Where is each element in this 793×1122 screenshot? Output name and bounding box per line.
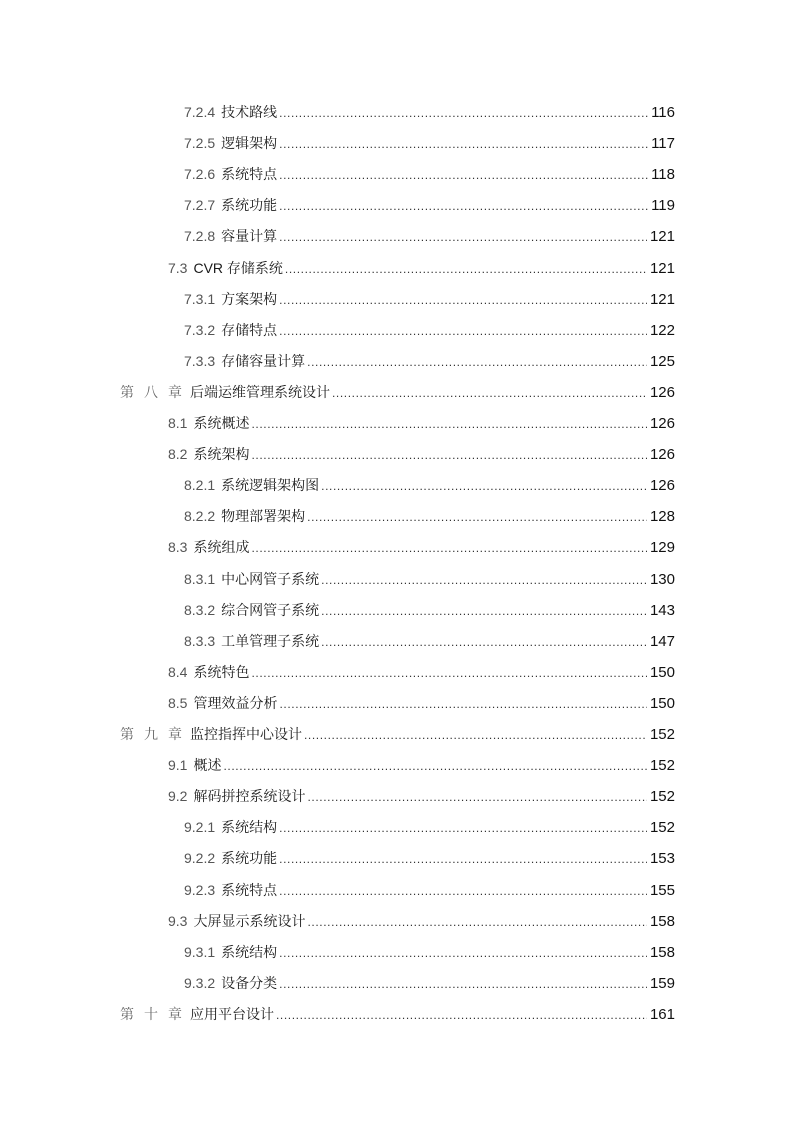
section-number: 9.3.2 <box>184 974 216 991</box>
entry-title: 解码拼控系统设计 <box>193 788 306 805</box>
dot-leader <box>279 321 647 341</box>
dot-leader <box>307 912 647 932</box>
entry-title: 设备分类 <box>221 974 278 991</box>
entry-title: CVR 存储系统 <box>193 259 283 276</box>
entry-title: 系统功能 <box>221 850 278 867</box>
toc-entry[interactable] <box>184 195 675 215</box>
dot-leader <box>321 570 647 590</box>
dot-leader <box>279 165 648 185</box>
toc-entry[interactable] <box>168 258 675 278</box>
entry-title: 系统架构 <box>193 446 250 463</box>
entry-title: 系统特色 <box>193 663 250 680</box>
entry-title: 管理效益分析 <box>193 694 278 711</box>
page-number: 153 <box>649 850 675 868</box>
entry-title: 系统概述 <box>193 415 250 431</box>
entry-title: 后端运维管理系统设计 <box>190 383 330 400</box>
entry-title: 存储特点 <box>221 321 278 338</box>
page-number: 143 <box>649 601 675 619</box>
entry-title: 工单管理子系统 <box>221 632 320 649</box>
section-number: 8.3.2 <box>184 601 216 618</box>
section-number: 9.2.1 <box>184 819 216 836</box>
dot-leader <box>279 818 647 838</box>
dot-leader <box>276 1005 647 1025</box>
entry-title: 系统结构 <box>221 943 278 960</box>
dot-leader <box>307 352 647 372</box>
toc-entry[interactable] <box>184 848 675 868</box>
page-number: 155 <box>649 881 675 899</box>
entry-title: 逻辑架构 <box>221 135 278 152</box>
section-number: 8.2.1 <box>184 477 216 494</box>
page-number: 118 <box>651 166 675 184</box>
section-number: 7.2.7 <box>184 197 216 214</box>
toc-entry[interactable] <box>184 600 675 620</box>
chapter-number: 第十章 <box>120 1005 192 1022</box>
dot-leader <box>304 725 647 745</box>
entry-title: 系统功能 <box>221 197 278 214</box>
toc-entry[interactable] <box>184 569 675 589</box>
chapter-number: 第九章 <box>120 726 192 742</box>
toc-entry[interactable] <box>184 289 675 309</box>
entry-title: 技术路线 <box>221 104 278 120</box>
page-number: 152 <box>649 726 675 743</box>
page-number: 152 <box>649 788 675 806</box>
dot-leader <box>279 974 647 994</box>
dot-leader <box>279 196 648 216</box>
dot-leader <box>279 290 647 310</box>
toc-entry[interactable] <box>120 382 675 402</box>
entry-title: 系统结构 <box>221 819 278 836</box>
entry-title: 系统特点 <box>221 166 278 183</box>
page-number: 150 <box>649 663 675 681</box>
dot-leader <box>279 881 647 901</box>
toc-entry[interactable] <box>184 973 675 993</box>
section-number: 7.2.6 <box>184 166 216 183</box>
section-number: 8.2 <box>168 446 188 463</box>
dot-leader <box>321 476 647 496</box>
dot-leader <box>279 103 648 123</box>
entry-title: 物理部署架构 <box>221 508 306 525</box>
entry-title: 系统特点 <box>221 881 278 898</box>
section-number: 7.2.4 <box>184 104 216 120</box>
section-number: 7.2.5 <box>184 135 216 152</box>
section-number: 9.1 <box>168 757 188 774</box>
page-number: 126 <box>649 477 675 495</box>
entry-title: 应用平台设计 <box>190 1005 274 1022</box>
dot-leader <box>251 414 647 434</box>
entry-title: 系统组成 <box>193 539 250 556</box>
chapter-number: 第八章 <box>120 383 192 400</box>
dot-leader <box>279 849 647 869</box>
section-number: 8.2.2 <box>184 508 216 525</box>
section-number: 9.2.2 <box>184 850 216 867</box>
toc-entry[interactable] <box>184 631 675 651</box>
toc-entry[interactable] <box>168 786 675 806</box>
section-number: 8.1 <box>168 415 188 431</box>
section-number: 9.2 <box>168 788 188 805</box>
page-number: 150 <box>649 694 675 712</box>
section-number: 7.3.3 <box>184 352 216 369</box>
section-number: 9.3.1 <box>184 943 216 960</box>
dot-leader <box>285 259 647 279</box>
section-number: 8.5 <box>168 694 188 711</box>
section-number: 7.3.1 <box>184 290 216 307</box>
page-number: 158 <box>649 912 675 930</box>
page-number: 121 <box>649 228 675 246</box>
toc-entry[interactable] <box>168 662 675 682</box>
toc-entry[interactable] <box>184 880 675 900</box>
dot-leader <box>321 632 647 652</box>
dot-leader <box>279 134 648 154</box>
entry-title: 系统逻辑架构图 <box>221 477 320 494</box>
toc-entry[interactable] <box>168 537 675 557</box>
page-number: 126 <box>649 383 675 401</box>
toc-entry[interactable] <box>168 693 675 713</box>
page-number: 159 <box>649 974 675 992</box>
toc-entry[interactable] <box>184 817 675 837</box>
toc-entry[interactable] <box>168 413 675 433</box>
dot-leader <box>307 787 647 807</box>
dot-leader <box>251 445 647 465</box>
dot-leader <box>279 943 647 963</box>
page-number: 152 <box>649 757 675 775</box>
toc-entry[interactable] <box>184 102 675 122</box>
page-number: 119 <box>651 197 675 215</box>
dot-leader <box>307 507 647 527</box>
entry-title: 概述 <box>193 757 222 774</box>
section-number: 7.2.8 <box>184 228 216 245</box>
page-number: 128 <box>649 508 675 526</box>
dot-leader <box>279 694 647 714</box>
entry-title: 存储容量计算 <box>221 352 306 369</box>
page-number: 158 <box>649 943 675 961</box>
page-number: 116 <box>651 104 675 121</box>
toc-entry[interactable] <box>168 444 675 464</box>
toc-entry[interactable] <box>184 351 675 371</box>
page-number: 125 <box>649 352 675 370</box>
dot-leader <box>251 538 647 558</box>
entry-title: 监控指挥中心设计 <box>190 726 302 742</box>
page-number: 121 <box>649 259 675 277</box>
toc-entry[interactable] <box>184 475 675 495</box>
toc-entry[interactable] <box>184 226 675 246</box>
section-number: 9.3 <box>168 912 188 929</box>
entry-title: 容量计算 <box>221 228 278 245</box>
page-number: 130 <box>649 570 675 588</box>
section-number: 8.4 <box>168 663 188 680</box>
toc-entry[interactable] <box>120 724 675 744</box>
toc-entry[interactable] <box>120 1004 675 1024</box>
page-number: 126 <box>649 446 675 464</box>
entry-title: 综合网管子系统 <box>221 601 320 618</box>
toc-entry[interactable] <box>168 755 675 775</box>
section-number: 7.3.2 <box>184 321 216 338</box>
toc-entry[interactable] <box>184 942 675 962</box>
dot-leader <box>279 227 647 247</box>
section-number: 7.3 <box>168 259 188 276</box>
page-number: 117 <box>651 135 675 153</box>
toc-entry[interactable] <box>168 911 675 931</box>
page-number: 152 <box>649 819 675 837</box>
page-number: 121 <box>649 290 675 308</box>
page-number: 147 <box>649 632 675 650</box>
page-number: 129 <box>649 539 675 557</box>
toc-entry[interactable] <box>184 133 675 153</box>
section-number: 8.3 <box>168 539 188 556</box>
entry-title: 大屏显示系统设计 <box>193 912 306 929</box>
section-number: 8.3.3 <box>184 632 216 649</box>
toc-entry[interactable] <box>184 320 675 340</box>
dot-leader <box>332 383 647 403</box>
dot-leader <box>251 663 647 683</box>
dot-leader <box>223 756 647 776</box>
page-number: 161 <box>649 1005 675 1023</box>
entry-title: 中心网管子系统 <box>221 570 320 587</box>
toc-entry[interactable] <box>184 506 675 526</box>
section-number: 9.2.3 <box>184 881 216 898</box>
page-number: 122 <box>649 321 675 339</box>
toc-entry[interactable] <box>184 164 675 184</box>
page-number: 126 <box>649 415 675 432</box>
section-number: 8.3.1 <box>184 570 216 587</box>
entry-title: 方案架构 <box>221 290 278 307</box>
dot-leader <box>321 601 647 621</box>
